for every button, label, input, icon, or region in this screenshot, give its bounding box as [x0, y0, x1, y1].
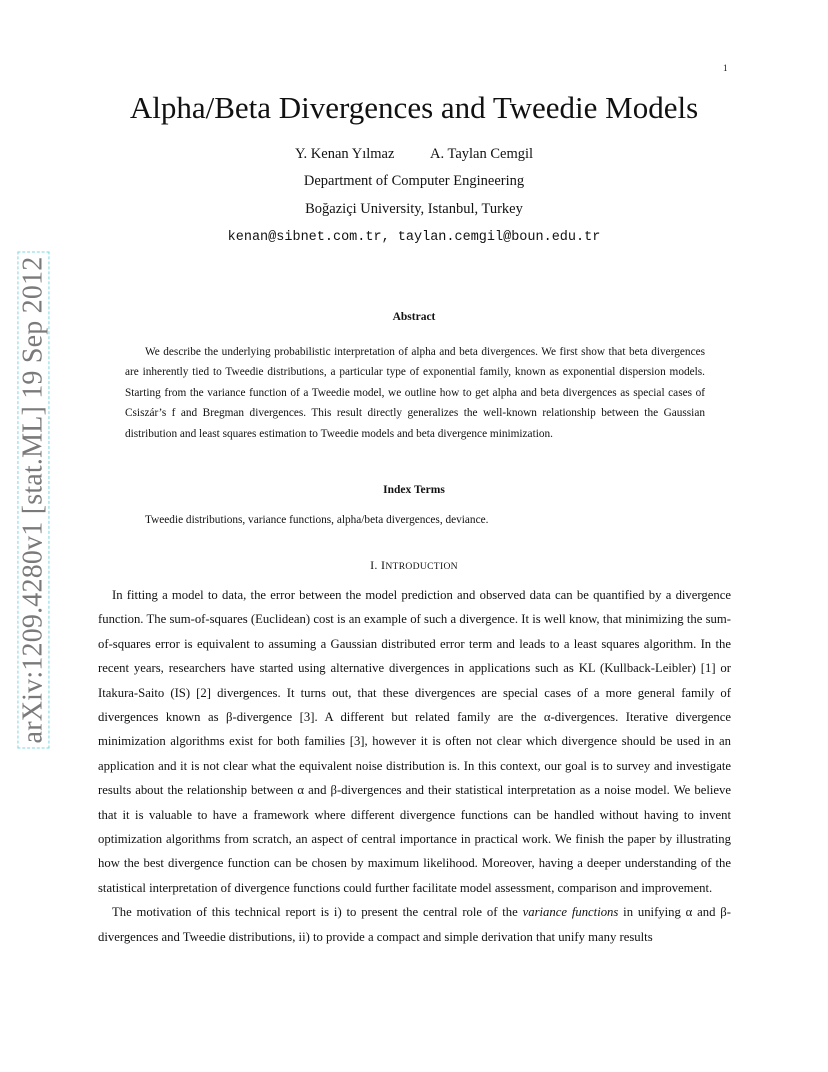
arxiv-identifier: arXiv:1209.4280v1 [stat.ML] 19 Sep 2012	[17, 252, 49, 749]
arxiv-sidebar-stamp	[18, 258, 48, 742]
introduction-body	[98, 583, 731, 949]
section-heading	[0, 558, 828, 573]
abstract-heading: Abstract	[392, 311, 436, 323]
section-title-smallcaps: NTRODUCTION	[385, 561, 458, 572]
section-number: I.	[370, 558, 378, 572]
paragraph-2-text-b: in unifying α and β-divergences and Tweedie distributions, ii) to provide a compact and simple derivation that unify many results	[98, 905, 731, 944]
index-terms-heading: Index Terms	[383, 484, 445, 496]
author-1: Y. Kenan Yılmaz	[294, 146, 395, 162]
abstract-text: We describe the underlying probabilistic interpretation of alpha and beta divergences. We first show that beta divergences are inherently tied to Tweedie distributions, a particular type of exponential family, known as exponential dispersion models. Starting from the variance function of a Tweedie model, we outline how to get alpha and beta divergences as special cases of Csiszár’s f and Bregman divergences. This result directly generalizes the well-known relationship between the Gaussian distribution and least squares estimation to Tweedie models and beta divergence minimization.	[125, 346, 705, 440]
index-terms-text: Tweedie distributions, variance functions, alpha/beta divergences, deviance.	[145, 514, 489, 526]
author-emails: kenan@sibnet.com.tr, taylan.cemgil@boun.edu.tr	[227, 230, 601, 245]
paper-title: Alpha/Beta Divergences and Tweedie Models	[129, 90, 699, 125]
introduction-paragraph-2	[98, 900, 731, 949]
page-number: 1	[723, 63, 728, 73]
affiliation-department: Department of Computer Engineering	[303, 173, 525, 189]
author-2: A. Taylan Cemgil	[430, 146, 534, 162]
paragraph-2-text-a: The motivation of this technical report is i) to present the central role of the	[112, 905, 523, 920]
abstract-body	[125, 342, 705, 444]
author-list	[0, 146, 828, 163]
section-title-initial: I	[381, 558, 386, 572]
introduction-paragraph-1: In fitting a model to data, the error between the model prediction and observed data can be quantified by a divergence function. The sum-of-squares (Euclidean) cost is an example of such a divergence. It is well know, that minimizing the sum-of-squares error is equivalent to assuming a Gaussian distributed error term and leads to a least squares algorithm. In the recent years, researchers have started using alternative divergences in applications such as KL (Kullback-Leibler) [1] or Itakura-Saito (IS) [2] divergences. It turns out, that these divergences are special cases of a more general family of divergences known as β-divergence [3]. A different but related family are the α-divergences. Iterative divergence minimization algorithms exist for both families [3], however it is often not clear which divergence should be used in an application and it is not clear what the equivalent noise distribution is. In this context, our goal is to survey and investigate results about the relationship between α and β-divergences and their statistical interpretation as a noise model. We believe that it is valuable to have a framework where different divergence functions can be handled without having to invent optimization algorithms from scratch, an aspect of central importance in practical work. We finish the paper by illustrating how the best divergence function can be chosen by maximum likelihood. Moreover, having a deeper understanding of the statistical interpretation of divergence functions could further facilitate model assessment, comparison and improvement.	[98, 588, 731, 895]
affiliation-university: Boğaziçi University, Istanbul, Turkey	[305, 201, 523, 217]
paragraph-2-emphasis: variance functions	[522, 905, 619, 920]
